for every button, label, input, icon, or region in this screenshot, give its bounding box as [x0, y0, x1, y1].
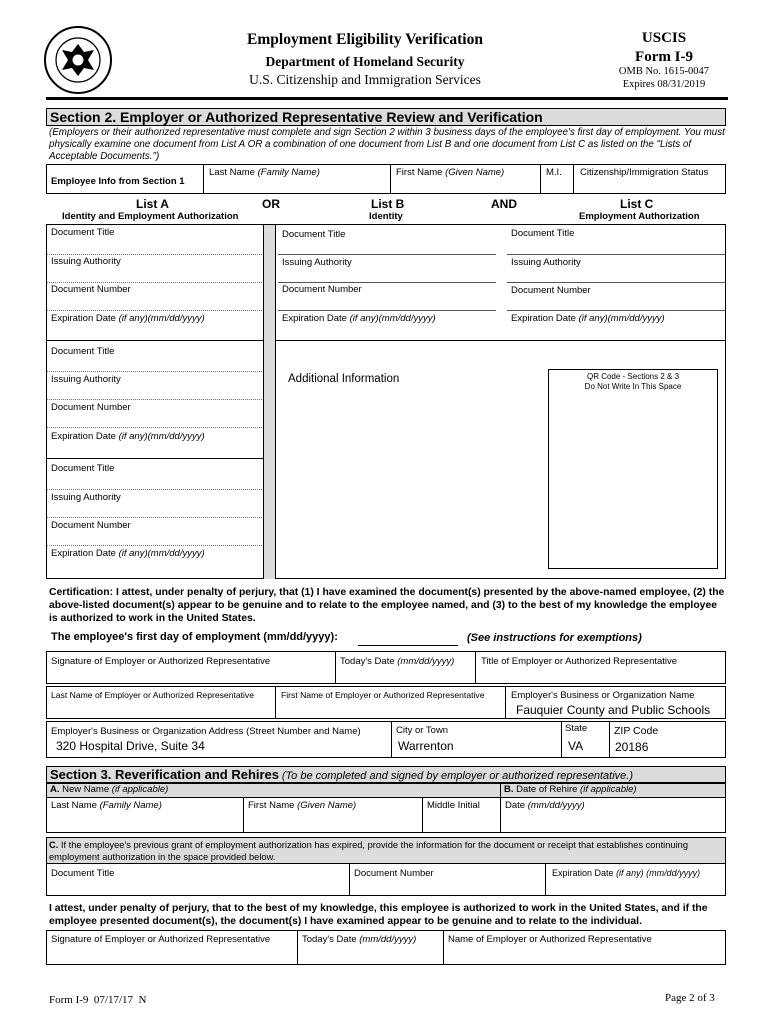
zip-value[interactable]: 20186 — [615, 740, 649, 754]
listc-expiration: Expiration Date (if any)(mm/dd/yyyy) — [511, 313, 665, 324]
s3-last-name-field[interactable]: Last Name (Family Name) — [51, 800, 162, 811]
s2-mi-label: M.I. — [546, 167, 562, 178]
lista-doc3-expiration: Expiration Date (if any)(mm/dd/yyyy) — [51, 548, 205, 559]
lista-doc3-number: Document Number — [51, 520, 131, 531]
address-label: Employer's Business or Organization Address (Street Number and Name) — [51, 726, 361, 737]
list-divider — [263, 224, 276, 579]
first-day-label: The employee's first day of employment (mm/dd/yyyy): — [51, 631, 338, 643]
listc-number: Document Number — [511, 285, 591, 296]
listb-issuing: Issuing Authority — [282, 257, 352, 268]
qr-code-line1: QR Code - Sections 2 & 3 — [586, 372, 680, 381]
lista-doc2-number: Document Number — [51, 402, 131, 413]
list-b-heading: List B — [371, 197, 405, 211]
listc-issuing: Issuing Authority — [511, 257, 581, 268]
dhs-seal — [44, 26, 112, 94]
city-label: City or Town — [396, 725, 449, 736]
section2-note: (Employers or their authorized representative must complete and sign Section 2 within 3 business days of the employee's first day of employment. You must physically examine one document from List A OR a combination of one document from List B and one document from List C as listed on the "Lists of Acceptable Documents.") — [49, 127, 725, 162]
certification-text: Certification: I attest, under penalty of perjury, that (1) I have examined the document(s) presented by the above-named employee, (2) the above-listed document(s) appear to be genuine and to relate to the employee named, and (3) to the best of my knowledge the employee is authorized to work in the United States. — [49, 587, 725, 624]
lista-doc2-title: Document Title — [51, 346, 115, 357]
agency: U.S. Citizenship and Immigration Services — [249, 72, 481, 87]
list-b-subheading: Identity — [369, 211, 403, 222]
org-name-label: Employer's Business or Organization Name — [511, 690, 695, 701]
footer-page-number: Page 2 of 3 — [665, 992, 715, 1004]
first-day-input[interactable] — [358, 645, 458, 646]
exemptions-note: (See instructions for exemptions) — [467, 632, 642, 644]
rehire-date-field[interactable]: Date (mm/dd/yyyy) — [505, 800, 585, 811]
list-a-heading: List A — [136, 197, 169, 211]
org-name-value[interactable]: Fauquier County and Public Schools — [516, 703, 711, 717]
listc-doc-title: Document Title — [511, 228, 575, 239]
expires: Expires 08/31/2019 — [622, 79, 706, 90]
lista-doc2-expiration: Expiration Date (if any)(mm/dd/yyyy) — [51, 431, 205, 442]
rehire-heading: B. Date of Rehire (if applicable) — [504, 784, 637, 795]
s2-first-name-label: First Name (Given Name) — [396, 167, 505, 178]
s3-expiration-field[interactable]: Expiration Date (if any) (mm/dd/yyyy) — [552, 868, 701, 878]
or-label: OR — [262, 197, 280, 211]
s3-todays-date-field[interactable]: Today's Date (mm/dd/yyyy) — [302, 934, 417, 945]
employer-signature-field[interactable]: Signature of Employer or Authorized Representative — [51, 656, 271, 667]
form-title: Employment Eligibility Verification — [247, 31, 483, 48]
address-value[interactable]: 320 Hospital Drive, Suite 34 — [56, 739, 205, 753]
section2-title: Section 2. Employer or Authorized Representative Review and Verification — [50, 109, 543, 125]
section3-title: Section 3. Reverification and Rehires — [50, 767, 280, 782]
lista-doc1-title: Document Title — [51, 227, 115, 238]
listb-number: Document Number — [282, 284, 362, 295]
s3-doc-number-field[interactable]: Document Number — [354, 868, 434, 879]
section2-header — [46, 108, 726, 126]
listb-doc-title: Document Title — [282, 229, 346, 240]
s2-citizenship-label: Citizenship/Immigration Status — [580, 167, 709, 178]
footer-form-id: Form I-9 07/17/17 N — [49, 994, 147, 1006]
list-a-subheading: Identity and Employment Authorization — [62, 211, 239, 222]
list-c-subheading: Employment Authorization — [579, 211, 700, 222]
new-name-heading: A. New Name (if applicable) — [50, 784, 169, 795]
section3-header — [46, 766, 726, 783]
zip-label: ZIP Code — [614, 725, 659, 737]
qr-code-box — [548, 369, 718, 569]
employer-last-name-field[interactable]: Last Name of Employer or Authorized Representative — [51, 690, 255, 700]
list-c-heading: List C — [620, 197, 654, 211]
employee-info-label: Employee Info from Section 1 — [51, 176, 185, 187]
section3-subtitle: (To be completed and signed by employer or authorized representative.) — [281, 770, 633, 782]
s3-employer-name-field[interactable]: Name of Employer or Authorized Representative — [448, 934, 652, 945]
qr-code-line2: Do Not Write In This Space — [584, 382, 682, 391]
omb-number: OMB No. 1615-0047 — [618, 66, 710, 77]
section3-attestation: I attest, under penalty of perjury, that to the best of my knowledge, this employee is authorized to work in the United States, and if the employee presented document(s), the document(s) I have examined appear to be genuine and to relate to the individual. — [49, 903, 708, 927]
uscis-label: USCIS — [641, 30, 687, 46]
lista-doc3-title: Document Title — [51, 463, 115, 474]
section3-c-text: C. If the employee's previous grant of employment authorization has expired, provide the information for the document or receipt that establishes continuing employment authorization in the space provided below. — [49, 840, 688, 862]
lista-doc2-issuing: Issuing Authority — [51, 374, 121, 385]
employer-title-field[interactable]: Title of Employer or Authorized Representative — [481, 656, 678, 667]
lista-doc1-number: Document Number — [51, 284, 131, 295]
lista-doc3-issuing: Issuing Authority — [51, 492, 121, 503]
lista-doc1-issuing: Issuing Authority — [51, 256, 121, 267]
lista-doc1-expiration: Expiration Date (if any)(mm/dd/yyyy) — [51, 313, 205, 324]
s2-last-name-label: Last Name (Family Name) — [209, 167, 320, 178]
additional-info-label: Additional Information — [288, 373, 400, 385]
s3-signature-field[interactable]: Signature of Employer or Authorized Representative — [51, 934, 271, 945]
header-rule — [46, 97, 728, 100]
state-label: State — [565, 723, 588, 734]
s3-middle-initial-field[interactable]: Middle Initial — [427, 800, 480, 811]
form-number: Form I-9 — [635, 49, 693, 65]
department: Department of Homeland Security — [265, 54, 465, 69]
s3-first-name-field[interactable]: First Name (Given Name) — [248, 800, 357, 811]
and-label: AND — [491, 197, 517, 211]
employer-first-name-field[interactable]: First Name of Employer or Authorized Representative — [281, 690, 485, 700]
todays-date-field[interactable]: Today's Date (mm/dd/yyyy) — [340, 656, 455, 667]
listb-expiration: Expiration Date (if any)(mm/dd/yyyy) — [282, 313, 436, 324]
state-value[interactable]: VA — [568, 739, 584, 753]
city-value[interactable]: Warrenton — [398, 739, 454, 753]
s3-doc-title-field[interactable]: Document Title — [51, 868, 115, 879]
